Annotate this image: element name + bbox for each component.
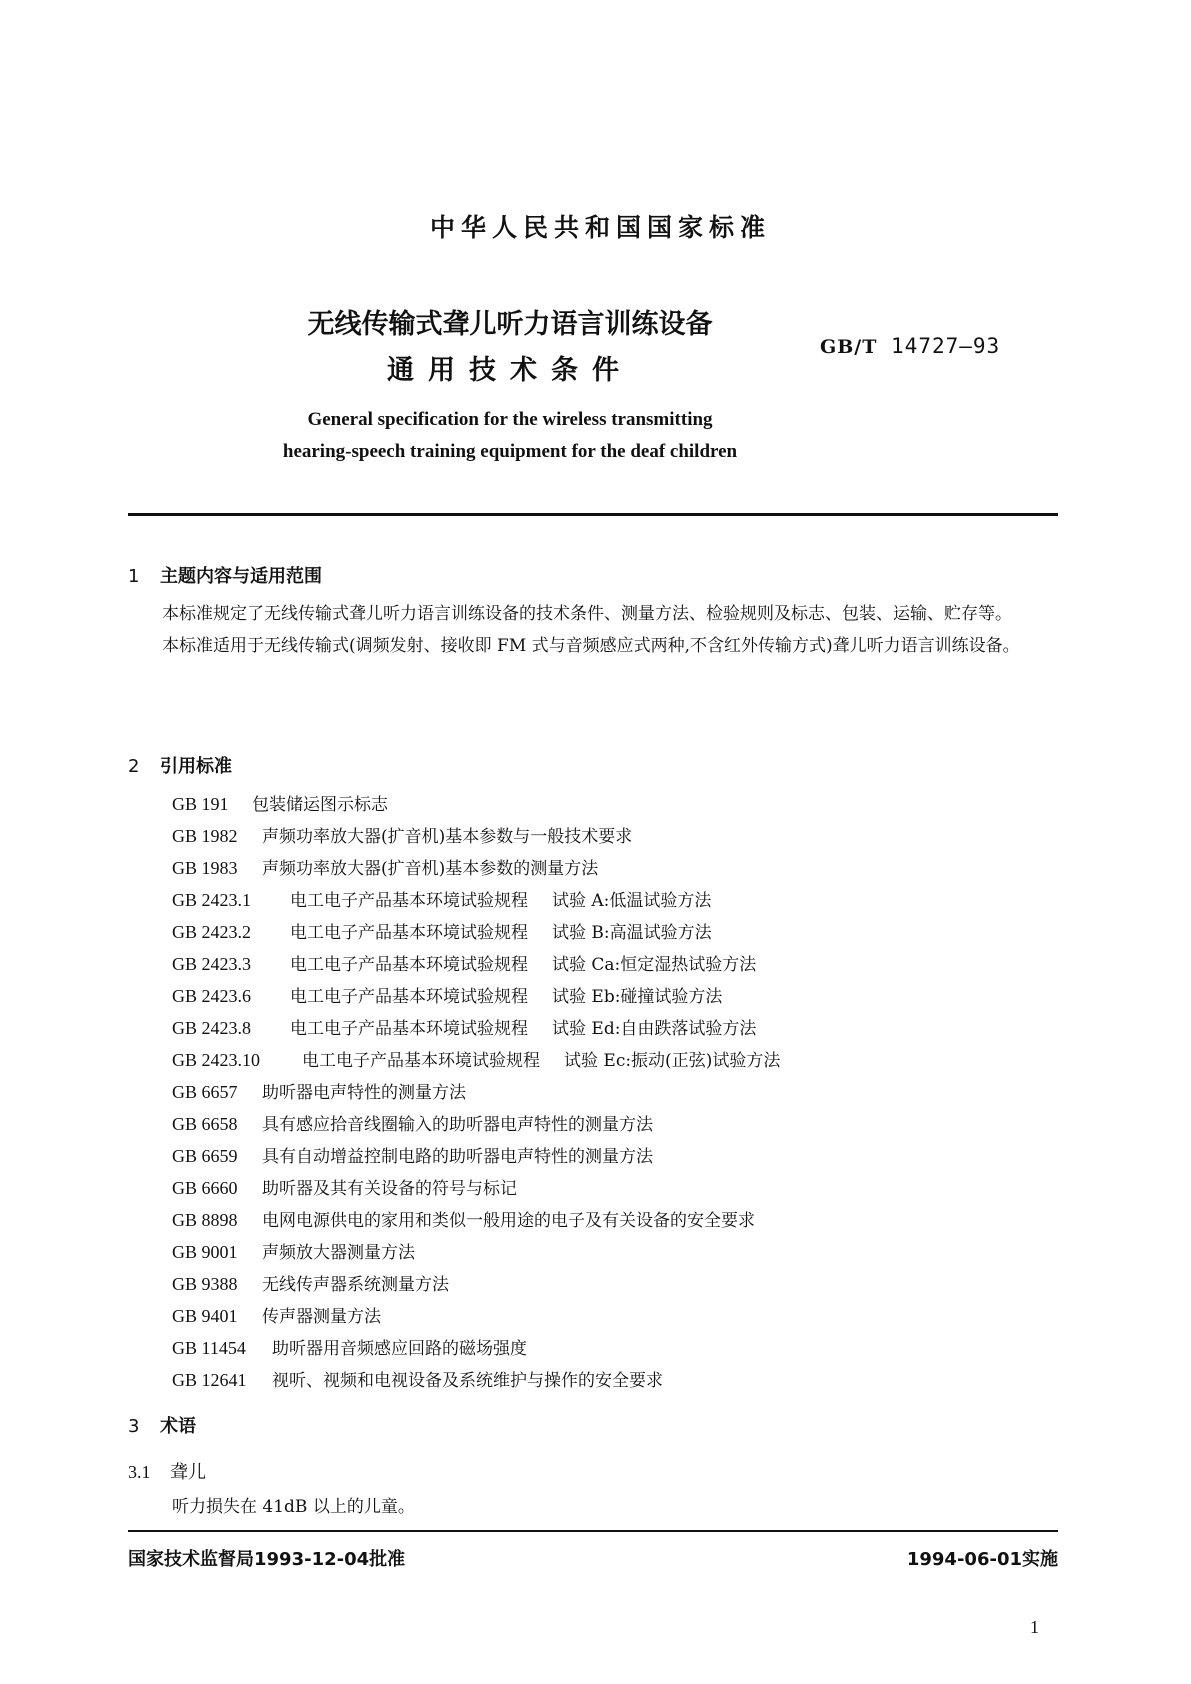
ref-title: 助听器用音频感应回路的磁场强度 <box>272 1339 527 1359</box>
list-item <box>172 884 780 916</box>
list-item <box>172 1044 780 1076</box>
ref-title: 无线传声器系统测量方法 <box>262 1275 449 1295</box>
list-item <box>172 1300 780 1332</box>
section-1-heading <box>128 562 322 588</box>
ref-code: GB 12641 <box>172 1370 247 1390</box>
ref-title: 声频放大器测量方法 <box>262 1243 415 1263</box>
section-number: 3 <box>128 1416 140 1437</box>
ref-code: GB 2423.1 <box>172 890 252 910</box>
ref-title: 电网电源供电的家用和类似一般用途的电子及有关设备的安全要求 <box>262 1211 755 1231</box>
ref-code: GB 9388 <box>172 1274 238 1294</box>
list-item <box>172 1140 780 1172</box>
ref-code: GB 6659 <box>172 1146 238 1166</box>
ref-title: 电工电子产品基本环境试验规程 <box>290 987 528 1007</box>
ref-code: GB 2423.10 <box>172 1050 261 1070</box>
section-number: 2 <box>128 756 140 777</box>
list-item <box>172 1172 780 1204</box>
document-title-line2: 通用技术条件 <box>387 355 633 386</box>
ref-test: 试验 Ed:自由跌落试验方法 <box>552 1019 757 1039</box>
list-item <box>172 916 780 948</box>
section-1-body <box>128 598 1058 662</box>
ref-test: 试验 Ec:振动(正弦)试验方法 <box>564 1051 781 1071</box>
ref-code: GB 2423.2 <box>172 922 252 942</box>
header-divider <box>128 513 1058 516</box>
ref-title: 电工电子产品基本环境试验规程 <box>290 1019 528 1039</box>
english-title-line2: hearing-speech training equipment for the deaf children <box>282 441 738 462</box>
section-number: 1 <box>128 566 140 587</box>
list-item <box>172 1204 780 1236</box>
list-item <box>172 820 780 852</box>
ref-title: 具有感应拾音线圈输入的助听器电声特性的测量方法 <box>262 1115 653 1135</box>
referenced-standards-list <box>172 788 780 1396</box>
ref-code: GB 2423.8 <box>172 1018 252 1038</box>
list-item <box>172 1076 780 1108</box>
page-number: 1 <box>1030 1617 1039 1637</box>
document-title-line1: 无线传输式聋儿听力语言训练设备 <box>307 309 713 340</box>
list-item <box>172 1236 780 1268</box>
ref-title: 声频功率放大器(扩音机)基本参数与一般技术要求 <box>262 827 633 847</box>
ref-code: GB 191 <box>172 794 229 814</box>
ref-code: GB 11454 <box>172 1338 246 1358</box>
list-item <box>172 852 780 884</box>
list-item <box>172 948 780 980</box>
english-title-line1: General specification for the wireless transmitting <box>307 409 713 430</box>
list-item <box>172 980 780 1012</box>
ref-code: GB 6660 <box>172 1178 238 1198</box>
list-item <box>172 1108 780 1140</box>
list-item <box>172 1364 780 1396</box>
list-item <box>172 1268 780 1300</box>
ref-code: GB 9001 <box>172 1242 238 1262</box>
section-title: 主题内容与适用范围 <box>160 566 322 587</box>
ref-title: 助听器电声特性的测量方法 <box>262 1083 466 1103</box>
ref-title: 声频功率放大器(扩音机)基本参数的测量方法 <box>262 859 599 879</box>
ref-code: GB 1982 <box>172 826 238 846</box>
paragraph: 本标准规定了无线传输式聋儿听力语言训练设备的技术条件、测量方法、检验规则及标志、包装、运输、贮存等。 <box>162 604 1012 624</box>
ref-code: GB 8898 <box>172 1210 238 1230</box>
ref-test: 试验 Ca:恒定湿热试验方法 <box>552 955 757 975</box>
ref-title: 助听器及其有关设备的符号与标记 <box>262 1179 517 1199</box>
list-item <box>172 788 780 820</box>
ref-title: 具有自动增益控制电路的助听器电声特性的测量方法 <box>262 1147 653 1167</box>
ref-test: 试验 A:低温试验方法 <box>552 891 712 911</box>
section-2-heading <box>128 752 232 778</box>
ref-code: GB 2423.6 <box>172 986 252 1006</box>
ref-title: 电工电子产品基本环境试验规程 <box>290 891 528 911</box>
footer-divider <box>128 1530 1058 1532</box>
section-title: 引用标准 <box>160 756 232 777</box>
paragraph: 本标准适用于无线传输式(调频发射、接收即 FM 式与音频感应式两种,不含红外传输方式)聋儿听力语言训练设备。 <box>162 636 1020 656</box>
list-item <box>172 1332 780 1364</box>
standard-code: 14727—93 <box>891 334 1001 358</box>
ref-code: GB 2423.3 <box>172 954 252 974</box>
ref-code: GB 9401 <box>172 1306 238 1326</box>
ref-code: GB 1983 <box>172 858 238 878</box>
term-name: 聋儿 <box>170 1462 206 1483</box>
term-number: 3.1 <box>128 1462 151 1482</box>
section-3-heading <box>128 1412 196 1438</box>
national-standard-heading: 中华人民共和国国家标准 <box>429 213 771 242</box>
ref-title: 包装储运图示标志 <box>252 795 388 815</box>
standard-prefix: GB/T <box>820 336 878 358</box>
ref-code: GB 6658 <box>172 1114 238 1134</box>
ref-title: 电工电子产品基本环境试验规程 <box>290 923 528 943</box>
list-item <box>172 1012 780 1044</box>
term-3-1 <box>128 1458 206 1484</box>
approval-notice: 国家技术监督局1993-12-04批准 <box>128 1549 406 1570</box>
standard-number <box>820 334 1000 358</box>
section-title: 术语 <box>160 1416 196 1437</box>
ref-title: 传声器测量方法 <box>262 1307 381 1327</box>
ref-code: GB 6657 <box>172 1082 238 1102</box>
ref-title: 电工电子产品基本环境试验规程 <box>290 955 528 975</box>
ref-title: 电工电子产品基本环境试验规程 <box>302 1051 540 1071</box>
ref-test: 试验 Eb:碰撞试验方法 <box>552 987 723 1007</box>
ref-title: 视听、视频和电视设备及系统维护与操作的安全要求 <box>272 1371 663 1391</box>
ref-test: 试验 B:高温试验方法 <box>552 923 712 943</box>
effective-date: 1994-06-01实施 <box>906 1549 1058 1570</box>
term-definition: 听力损失在 41dB 以上的儿童。 <box>172 1497 415 1517</box>
